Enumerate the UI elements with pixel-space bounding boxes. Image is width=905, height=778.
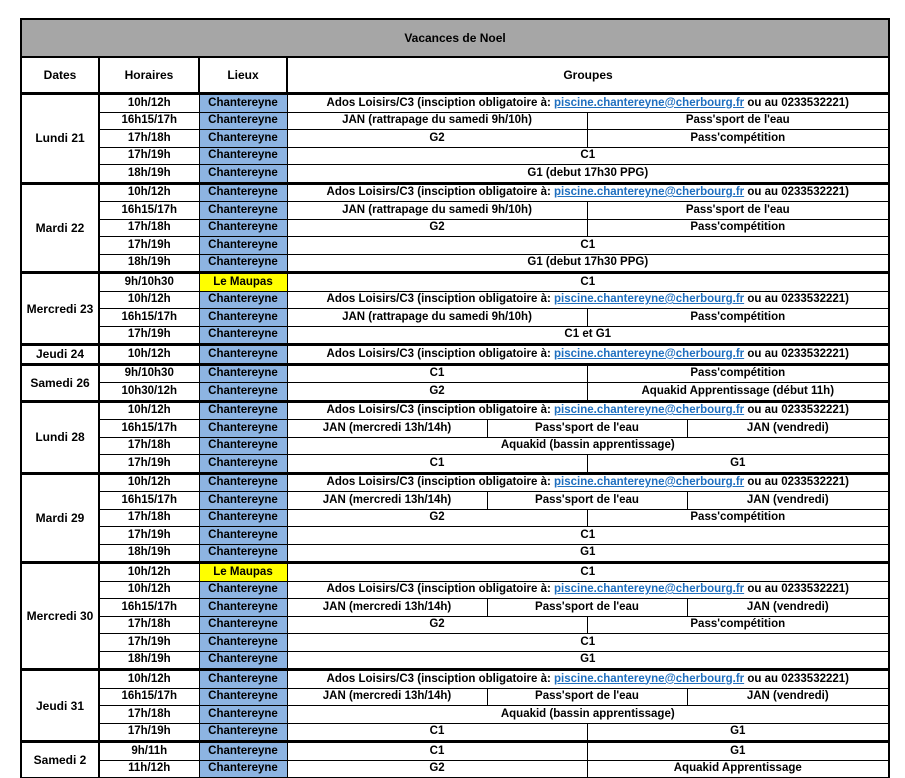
ados-text: Ados Loisirs/C3 (insciption obligatoire à: — [326, 404, 554, 416]
schedule-row — [21, 509, 889, 527]
place-cell: Chantereyne — [199, 345, 287, 365]
group-cell: C1 — [287, 563, 889, 582]
schedule-row — [21, 455, 889, 474]
group-cell: Pass'sport de l'eau — [487, 688, 687, 706]
group-cell: C1 et G1 — [287, 326, 889, 345]
time-cell: 17h/19h — [99, 527, 199, 545]
schedule-row — [21, 634, 889, 652]
email-link[interactable]: piscine.chantereyne@cherbourg.fr — [554, 96, 745, 109]
schedule-row — [21, 437, 889, 455]
place-cell: Chantereyne — [199, 651, 287, 670]
group-cell: C1 — [287, 364, 587, 383]
day-label: Jeudi 24 — [21, 345, 99, 365]
group-cell: G1 — [587, 455, 889, 474]
ados-text: Ados Loisirs/C3 (insciption obligatoire à: — [326, 476, 554, 488]
schedule-row — [21, 254, 889, 273]
place-cell: Chantereyne — [199, 599, 287, 617]
time-cell: 10h/12h — [99, 581, 199, 599]
group-cell: JAN (rattrapage du samedi 9h/10h) — [287, 112, 587, 130]
place-cell: Chantereyne — [199, 492, 287, 510]
schedule-row — [21, 202, 889, 220]
place-cell: Chantereyne — [199, 130, 287, 148]
email-link[interactable]: piscine.chantereyne@cherbourg.fr — [554, 583, 745, 595]
place-cell: Chantereyne — [199, 183, 287, 202]
time-cell: 17h/18h — [99, 130, 199, 148]
time-cell: 17h/19h — [99, 723, 199, 742]
time-cell: 16h15/17h — [99, 112, 199, 130]
email-link[interactable]: piscine.chantereyne@cherbourg.fr — [554, 186, 745, 198]
time-cell: 16h15/17h — [99, 309, 199, 327]
time-cell: 9h/11h — [99, 742, 199, 761]
schedule-row — [21, 760, 889, 778]
group-cell: Pass'compétition — [587, 616, 889, 634]
schedule-row — [21, 94, 889, 113]
time-cell: 17h/19h — [99, 237, 199, 255]
group-cell: JAN (mercredi 13h/14h) — [287, 492, 487, 510]
day-label: Mercredi 30 — [21, 563, 99, 670]
group-cell: C1 — [287, 527, 889, 545]
place-cell: Chantereyne — [199, 219, 287, 237]
group-cell-ados — [287, 473, 889, 492]
time-cell: 11h/12h — [99, 760, 199, 778]
schedule-row — [21, 670, 889, 689]
group-cell: C1 — [287, 237, 889, 255]
time-cell: 10h/12h — [99, 473, 199, 492]
schedule-row — [21, 723, 889, 742]
group-cell: Pass'compétition — [587, 509, 889, 527]
group-cell: C1 — [287, 273, 889, 292]
place-cell: Chantereyne — [199, 760, 287, 778]
ados-suffix: ou au 0233532221) — [744, 672, 849, 685]
group-cell: JAN (vendredi) — [687, 599, 889, 617]
schedule-row — [21, 309, 889, 327]
place-cell: Chantereyne — [199, 670, 287, 689]
place-cell: Chantereyne — [199, 473, 287, 492]
time-cell: 17h/18h — [99, 219, 199, 237]
place-cell: Chantereyne — [199, 634, 287, 652]
header-lieux: Lieux — [199, 57, 287, 94]
schedule-row — [21, 473, 889, 492]
email-link[interactable]: piscine.chantereyne@cherbourg.fr — [554, 404, 745, 416]
time-cell: 9h/10h30 — [99, 364, 199, 383]
ados-text: Ados Loisirs/C3 (insciption obligatoire à: — [326, 293, 554, 305]
time-cell: 16h15/17h — [99, 202, 199, 220]
header-groupes: Groupes — [287, 57, 889, 94]
group-cell: Pass'sport de l'eau — [587, 112, 889, 130]
time-cell: 10h/12h — [99, 345, 199, 365]
ados-suffix: ou au 0233532221) — [744, 476, 849, 488]
place-cell: Chantereyne — [199, 544, 287, 563]
table-title: Vacances de Noel — [21, 19, 889, 57]
schedule-row — [21, 651, 889, 670]
place-cell: Chantereyne — [199, 455, 287, 474]
place-cell: Le Maupas — [199, 563, 287, 582]
schedule-row — [21, 364, 889, 383]
time-cell: 10h/12h — [99, 291, 199, 309]
place-cell: Chantereyne — [199, 94, 287, 113]
time-cell: 16h15/17h — [99, 492, 199, 510]
schedule-row — [21, 420, 889, 438]
time-cell: 10h/12h — [99, 670, 199, 689]
time-cell: 18h/19h — [99, 254, 199, 273]
time-cell: 18h/19h — [99, 165, 199, 184]
group-cell: C1 — [287, 147, 889, 165]
place-cell: Chantereyne — [199, 326, 287, 345]
schedule-row — [21, 326, 889, 345]
group-cell-ados — [287, 345, 889, 365]
group-cell: Pass'compétition — [587, 364, 889, 383]
time-cell: 17h/19h — [99, 147, 199, 165]
group-cell: Pass'compétition — [587, 130, 889, 148]
group-cell: G2 — [287, 130, 587, 148]
group-cell: Pass'sport de l'eau — [487, 420, 687, 438]
day-label: Jeudi 31 — [21, 670, 99, 742]
place-cell: Chantereyne — [199, 688, 287, 706]
place-cell: Chantereyne — [199, 742, 287, 761]
schedule-row — [21, 112, 889, 130]
ados-suffix: ou au 0233532221) — [744, 293, 849, 305]
time-cell: 10h30/12h — [99, 383, 199, 402]
place-cell: Chantereyne — [199, 147, 287, 165]
schedule-row — [21, 616, 889, 634]
time-cell: 17h/19h — [99, 326, 199, 345]
place-cell: Chantereyne — [199, 509, 287, 527]
day-label: Mardi 29 — [21, 473, 99, 563]
group-cell: Aquakid Apprentissage — [587, 760, 889, 778]
time-cell: 16h15/17h — [99, 420, 199, 438]
schedule-row — [21, 165, 889, 184]
schedule-row — [21, 527, 889, 545]
place-cell: Le Maupas — [199, 273, 287, 292]
header-horaires: Horaires — [99, 57, 199, 94]
group-cell: JAN (rattrapage du samedi 9h/10h) — [287, 309, 587, 327]
group-cell-ados — [287, 183, 889, 202]
day-label: Mardi 22 — [21, 183, 99, 273]
group-cell: JAN (vendredi) — [687, 688, 889, 706]
schedule-row — [21, 581, 889, 599]
place-cell: Chantereyne — [199, 309, 287, 327]
time-cell: 17h/18h — [99, 706, 199, 724]
email-link[interactable]: piscine.chantereyne@cherbourg.fr — [554, 347, 745, 360]
group-cell: G2 — [287, 760, 587, 778]
schedule-row — [21, 706, 889, 724]
group-cell: Aquakid Apprentissage (début 11h) — [587, 383, 889, 402]
schedule-row — [21, 183, 889, 202]
day-label: Samedi 2 — [21, 742, 99, 778]
place-cell: Chantereyne — [199, 723, 287, 742]
schedule-row — [21, 345, 889, 365]
place-cell: Chantereyne — [199, 291, 287, 309]
group-cell: G1 — [287, 651, 889, 670]
place-cell: Chantereyne — [199, 383, 287, 402]
day-label: Lundi 28 — [21, 401, 99, 473]
ados-text: Ados Loisirs/C3 (insciption obligatoire à: — [326, 186, 554, 198]
group-cell: JAN (vendredi) — [687, 420, 889, 438]
time-cell: 18h/19h — [99, 544, 199, 563]
schedule-row — [21, 237, 889, 255]
group-cell: Pass'sport de l'eau — [487, 492, 687, 510]
schedule-table — [20, 18, 890, 778]
schedule-row — [21, 383, 889, 402]
email-link[interactable]: piscine.chantereyne@cherbourg.fr — [554, 293, 745, 305]
ados-suffix: ou au 0233532221) — [744, 583, 849, 595]
ados-suffix: ou au 0233532221) — [744, 347, 849, 360]
schedule-row — [21, 273, 889, 292]
time-cell: 9h/10h30 — [99, 273, 199, 292]
place-cell: Chantereyne — [199, 364, 287, 383]
group-cell: G1 (debut 17h30 PPG) — [287, 254, 889, 273]
schedule-row — [21, 599, 889, 617]
ados-text: Ados Loisirs/C3 (insciption obligatoire à: — [326, 583, 554, 595]
group-cell: G1 — [287, 544, 889, 563]
place-cell: Chantereyne — [199, 112, 287, 130]
time-cell: 17h/19h — [99, 455, 199, 474]
schedule-row — [21, 130, 889, 148]
time-cell: 10h/12h — [99, 401, 199, 420]
group-cell: Aquakid (bassin apprentissage) — [287, 706, 889, 724]
place-cell: Chantereyne — [199, 616, 287, 634]
schedule-row — [21, 401, 889, 420]
time-cell: 16h15/17h — [99, 688, 199, 706]
group-cell: JAN (mercredi 13h/14h) — [287, 688, 487, 706]
group-cell: C1 — [287, 742, 587, 761]
group-cell: G2 — [287, 383, 587, 402]
schedule-row — [21, 291, 889, 309]
group-cell: Pass'compétition — [587, 219, 889, 237]
place-cell: Chantereyne — [199, 706, 287, 724]
time-cell: 10h/12h — [99, 563, 199, 582]
group-cell: G1 (debut 17h30 PPG) — [287, 165, 889, 184]
ados-suffix: ou au 0233532221) — [744, 96, 849, 109]
schedule-row — [21, 147, 889, 165]
group-cell-ados — [287, 670, 889, 689]
group-cell: Pass'sport de l'eau — [487, 599, 687, 617]
group-cell: C1 — [287, 455, 587, 474]
schedule-row — [21, 563, 889, 582]
group-cell: Aquakid (bassin apprentissage) — [287, 437, 889, 455]
place-cell: Chantereyne — [199, 401, 287, 420]
ados-text: Ados Loisirs/C3 (insciption obligatoire à: — [326, 347, 554, 360]
group-cell: JAN (mercredi 13h/14h) — [287, 420, 487, 438]
schedule-row — [21, 544, 889, 563]
time-cell: 17h/18h — [99, 437, 199, 455]
schedule-row — [21, 492, 889, 510]
place-cell: Chantereyne — [199, 527, 287, 545]
ados-suffix: ou au 0233532221) — [744, 404, 849, 416]
group-cell: Pass'sport de l'eau — [587, 202, 889, 220]
place-cell: Chantereyne — [199, 420, 287, 438]
time-cell: 17h/18h — [99, 616, 199, 634]
group-cell: C1 — [287, 723, 587, 742]
group-cell: JAN (vendredi) — [687, 492, 889, 510]
day-label: Samedi 26 — [21, 364, 99, 401]
time-cell: 10h/12h — [99, 183, 199, 202]
group-cell: G1 — [587, 723, 889, 742]
email-link[interactable]: piscine.chantereyne@cherbourg.fr — [554, 476, 745, 488]
day-label: Mercredi 23 — [21, 273, 99, 345]
group-cell: Pass'compétition — [587, 309, 889, 327]
email-link[interactable]: piscine.chantereyne@cherbourg.fr — [554, 672, 745, 685]
group-cell-ados — [287, 581, 889, 599]
schedule-row — [21, 688, 889, 706]
time-cell: 10h/12h — [99, 94, 199, 113]
group-cell-ados — [287, 94, 889, 113]
place-cell: Chantereyne — [199, 437, 287, 455]
header-dates: Dates — [21, 57, 99, 94]
ados-suffix: ou au 0233532221) — [744, 186, 849, 198]
group-cell: JAN (rattrapage du samedi 9h/10h) — [287, 202, 587, 220]
ados-text: Ados Loisirs/C3 (insciption obligatoire à: — [326, 672, 554, 685]
place-cell: Chantereyne — [199, 581, 287, 599]
time-cell: 17h/18h — [99, 509, 199, 527]
schedule-row — [21, 742, 889, 761]
time-cell: 18h/19h — [99, 651, 199, 670]
time-cell: 17h/19h — [99, 634, 199, 652]
schedule-row — [21, 219, 889, 237]
time-cell: 16h15/17h — [99, 599, 199, 617]
group-cell: G1 — [587, 742, 889, 761]
place-cell: Chantereyne — [199, 254, 287, 273]
group-cell: G2 — [287, 219, 587, 237]
group-cell-ados — [287, 401, 889, 420]
group-cell: G2 — [287, 616, 587, 634]
group-cell: G2 — [287, 509, 587, 527]
place-cell: Chantereyne — [199, 202, 287, 220]
group-cell: JAN (mercredi 13h/14h) — [287, 599, 487, 617]
place-cell: Chantereyne — [199, 165, 287, 184]
day-label: Lundi 21 — [21, 94, 99, 184]
place-cell: Chantereyne — [199, 237, 287, 255]
group-cell-ados — [287, 291, 889, 309]
group-cell: C1 — [287, 634, 889, 652]
ados-text: Ados Loisirs/C3 (insciption obligatoire à: — [326, 96, 554, 109]
